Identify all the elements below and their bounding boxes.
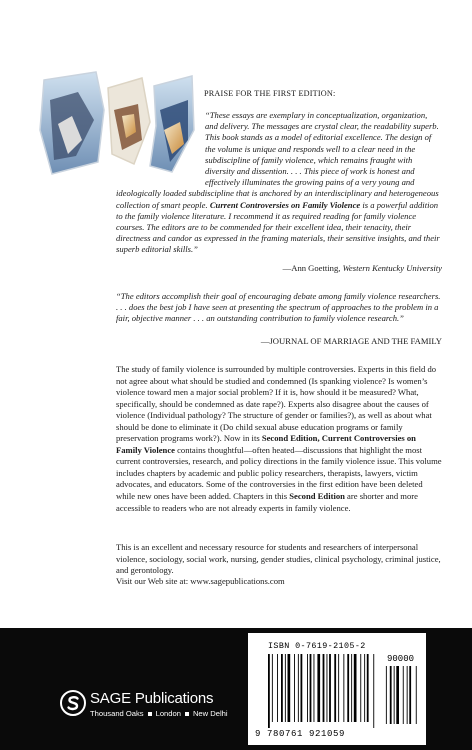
city-thousand-oaks: Thousand Oaks [90,709,144,718]
text-wrap-spacer [116,110,205,185]
separator-icon [148,712,152,716]
description-bold-title: Second Edition, Current Controversies on Family Violence [116,433,416,455]
isbn-text: ISBN 0-7619-2105-2 [268,641,366,651]
description-part-1: The study of family violence is surrounded by multiple controversies. Experts in this field do not agree about what should be studied and condemned (Is spanking violence? Is women’s violence toward men a major social problem? If it is, how should it be measured? What, specifically, should be condemned as date rape?). Experts also disagree about the causes of violence (Individual pathology? The structure of gender or families?), as well as about what should be done to eliminate it (Do child sexual abuse education programs or family preservation programs work?). Now in its [116,364,437,444]
attribution-1-name: —Ann Goetting, [282,263,343,273]
praise-quote-2: “The editors accomplish their goal of encouraging debate among family violence researchers. . . . does the best job I have seen at presenting the spectrum of approaches to the problem in a fair, objective manner . . . an outstanding contribution to family violence research.” [116,291,441,324]
ean-number: 9 780761 921059 [255,729,346,739]
publisher-name: SAGE Publications [90,690,214,707]
attribution-1-affiliation: Western Kentucky University [342,263,442,273]
separator-icon [185,712,189,716]
website-line: Visit our Web site at: www.sagepublications.com [116,576,285,586]
praise-quote-1-part1: “These essays are exemplary in conceptualization, organization, and delivery. The messages are crystal clear, the readability superb. This book stands as a model of editorial excellence. The design of the volume is unique and responds well to a clear need in the subdiscipline of family violence, which remains fraught with diversity and dissention. . . . This piece of work is honest and effectively illuminates the growing pains of a very young and ideologically loaded subdiscipline that is anchored by an interdisciplinary and heterogeneous collection of smart people. [116,110,439,210]
price-code: 90000 [387,654,415,664]
book-description [116,364,442,514]
praise-quote-1-part2: is a powerful addition to the family violence literature. I recommend it as required reading for family violence courses. The editors are to be commended for their excellent idea, their tenacity, their directness and candor as expressed in the framing materials, their sensitive insights, and their superb editorial skills.” [116,199,440,255]
barcode-icon [254,650,422,730]
praise-attribution-1 [116,263,442,274]
sage-logo-icon [60,690,86,716]
description-bold-edition: Second Edition [289,491,345,502]
description-part-3: are shorter and more accessible to readers who are not already experts in family violence. [116,491,418,513]
praise-heading: PRAISE FOR THE FIRST EDITION: [204,89,336,98]
publisher-cities [90,709,228,718]
audience-statement: This is an excellent and necessary resource for students and researchers of interpersonal violence, sociology, social work, nursing, gender studies, clinical psychology, criminal justice, and gerontology. [116,542,441,576]
city-new-delhi: New Delhi [192,709,228,718]
praise-quote-1-book-title: Current Controversies on Family Violence [209,199,361,210]
city-london: London [155,709,181,718]
praise-attribution-2: —JOURNAL OF MARRIAGE AND THE FAMILY [260,336,442,346]
description-part-2: contains thoughtful—often heated—discussions that highlight the most current controversies, research, and policy directions in the family violence issue. This volume includes chapters by academic and public policy researchers, therapists, lawyers, victim advocates, and educators. Some of the controversies in the first edition have been deleted while new ones have been added. Chapters in this [116,444,442,502]
praise-quote-1 [116,110,442,256]
